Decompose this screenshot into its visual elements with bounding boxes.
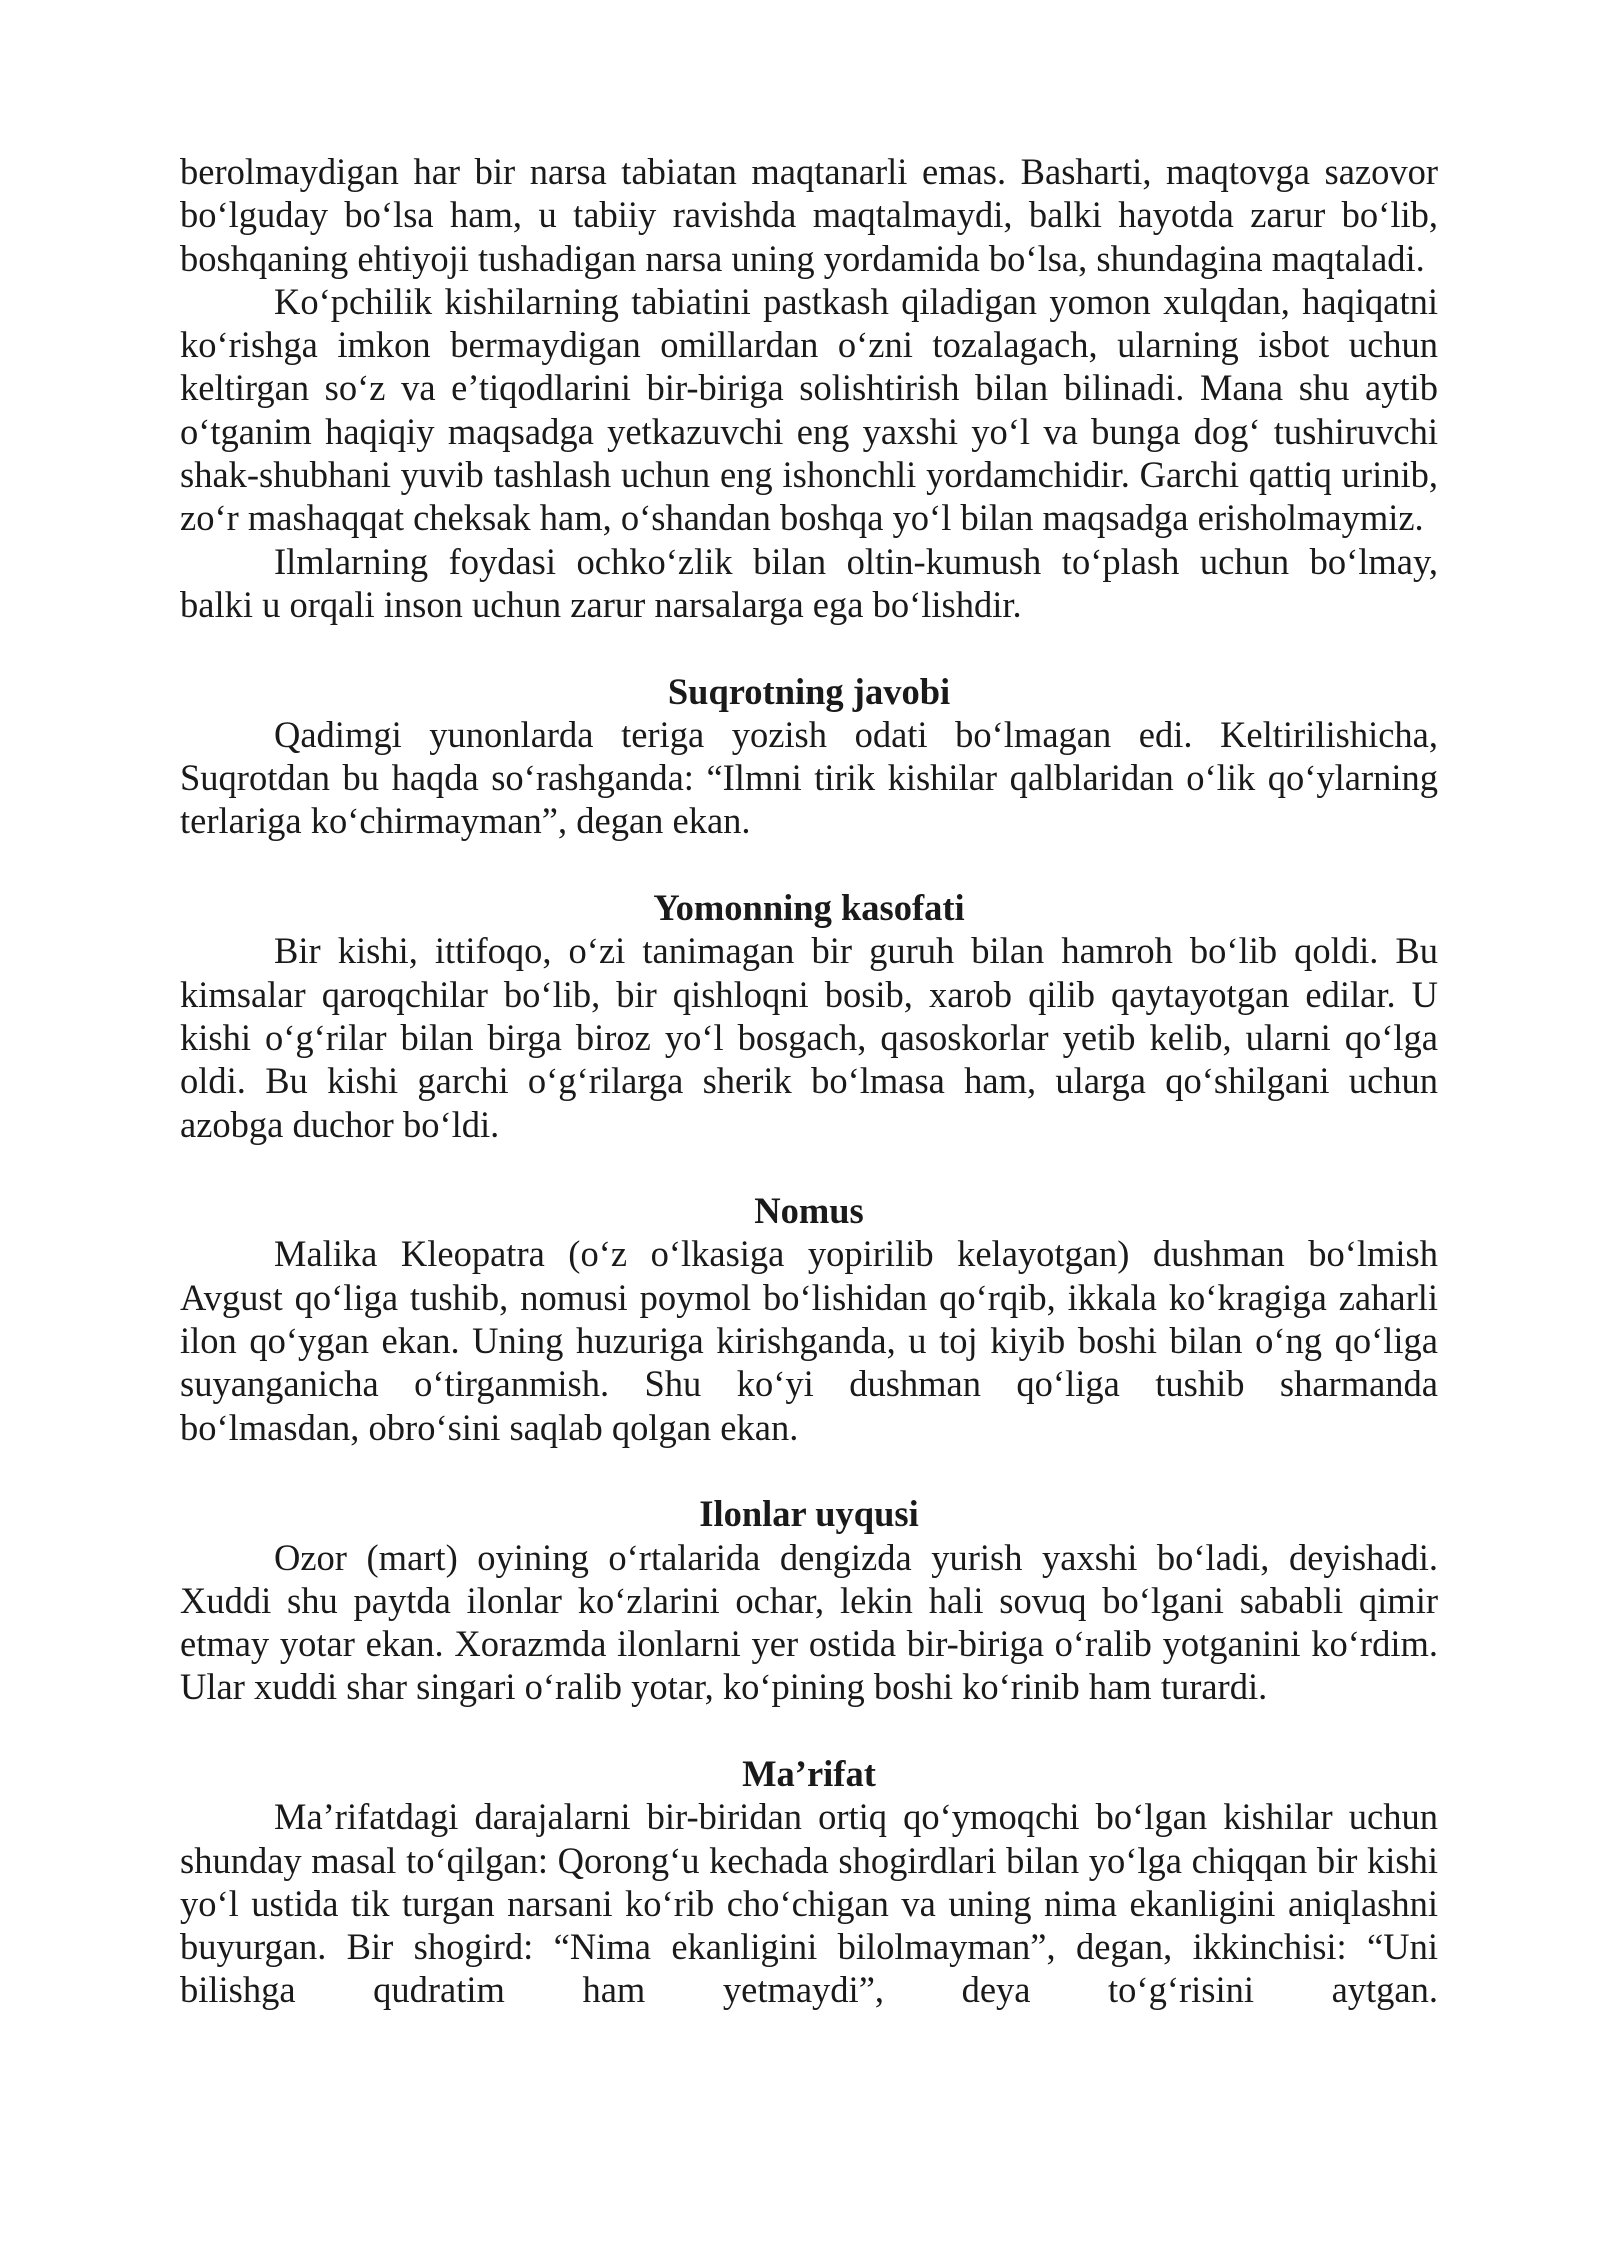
- section-heading-marifat: Ma’rifat: [742, 1752, 876, 1794]
- section-paragraph: Qadimgi yunonlarda teriga yozish odati bo‘lmagan edi. Keltirilishicha, Suqrotdan bu haqda so‘rashganda: “Ilmni tirik kishilar qalblaridan o‘lik qo‘ylarning terlariga ko‘chirmayman”, degan ekan.: [180, 713, 1438, 842]
- section-heading-yomonning-kasofati: Yomonning kasofati: [653, 887, 965, 929]
- section-paragraph: Bir kishi, ittifoqo, o‘zi tanimagan bir guruh bilan hamroh bo‘lib qoldi. Bu kimsalar qaroqchilar bo‘lib, bir qishloqni bosib, xarob qilib qaytayotgan edilar. U kishi o‘g‘rilar bilan birga biroz yo‘l bosgach, qasoskorlar yetib kelib, ularni qo‘lga oldi. Bu kishi garchi o‘g‘rilarga sherik bo‘lmasa ham, ularga qo‘shilgani uchun azobga duchor bo‘ldi.: [180, 930, 1438, 1145]
- section-paragraph: Ozor (mart) oyining o‘rtalarida dengizda yurish yaxshi bo‘ladi, deyishadi. Xuddi shu paytda ilonlar ko‘zlarini ochar, lekin hali sovuq bo‘lgani sababli qimir etmay yotar ekan. Xorazmda ilonlarni yer ostida bir-biriga o‘ralib yotganini ko‘rdim. Ular xuddi shar singari o‘ralib yotar, ko‘pining boshi ko‘rinib ham turardi.: [180, 1536, 1438, 1708]
- section-heading-suqrotning-javobi: Suqrotning javobi: [667, 670, 951, 712]
- section-heading-nomus: Nomus: [754, 1190, 864, 1232]
- paragraph: Ilmlarning foydasi ochko‘zlik bilan oltin-kumush to‘plash uchun bo‘lmay, balki u orqali inson uchun zarur narsalarga ega bo‘lishdir.: [180, 540, 1438, 625]
- paragraph: Ko‘pchilik kishilarning tabiatini pastkash qiladigan yomon xulqdan, haqiqatni ko‘rishga imkon bermaydigan omillardan o‘zni tozalagach, ularning isbot uchun keltirgan so‘z va e’tiqodlarini bir-biriga solishtirish bilan bilinadi. Mana shu aytib o‘tganim haqiqiy maqsadga yetkazuvchi eng yaxshi yo‘l va bunga dog‘ tushiruvchi shak-shubhani yuvib tashlash uchun eng ishonchli yordamchidir. Garchi qattiq urinib, zo‘r mashaqqat cheksak ham, o‘shandan boshqa yo‘l bilan maqsadga erisholmaymiz.: [180, 280, 1438, 539]
- section-heading-ilonlar-uyqusi: Ilonlar uyqusi: [699, 1493, 919, 1535]
- section-paragraph: Ma’rifatdagi darajalarni bir-biridan ortiq qo‘ymoqchi bo‘lgan kishilar uchun shunday masal to‘qilgan: Qorong‘u kechada shogirdlari bilan yo‘lga chiqqan bir kishi yo‘l ustida tik turgan narsani ko‘rib cho‘chigan va uning nima ekanligini aniqlashni buyurgan. Bir shogird: “Nima ekanligini bilolmayman”, degan, ikkinchisi: “Uni bilishga qudratim ham yetmaydi”, deya to‘g‘risini aytgan.: [180, 1796, 1438, 2011]
- paragraph-continued: berolmaydigan har bir narsa tabiatan maqtanarli emas. Basharti, maqtovga sazovor bo‘lguday bo‘lsa ham, u tabiiy ravishda maqtalmaydi, balki hayotda zarur bo‘lib, boshqaning ehtiyoji tushadigan narsa uning yordamida bo‘lsa, shundagina maqtaladi.: [180, 151, 1438, 279]
- section-paragraph: Malika Kleopatra (o‘z o‘lkasiga yopirilib kelayotgan) dushman bo‘lmish Avgust qo‘liga tushib, nomusi poymol bo‘lishidan qo‘rqib, ikkala ko‘kragiga zaharli ilon qo‘ygan ekan. Uning huzuriga kirishganda, u toj kiyib boshi bilan o‘ng qo‘liga suyanganicha o‘tirganmish. Shu ko‘yi dushman qo‘liga tushib sharmanda bo‘lmasdan, obro‘sini saqlab qolgan ekan.: [180, 1233, 1438, 1448]
- document-page: [180, 150, 1438, 2012]
